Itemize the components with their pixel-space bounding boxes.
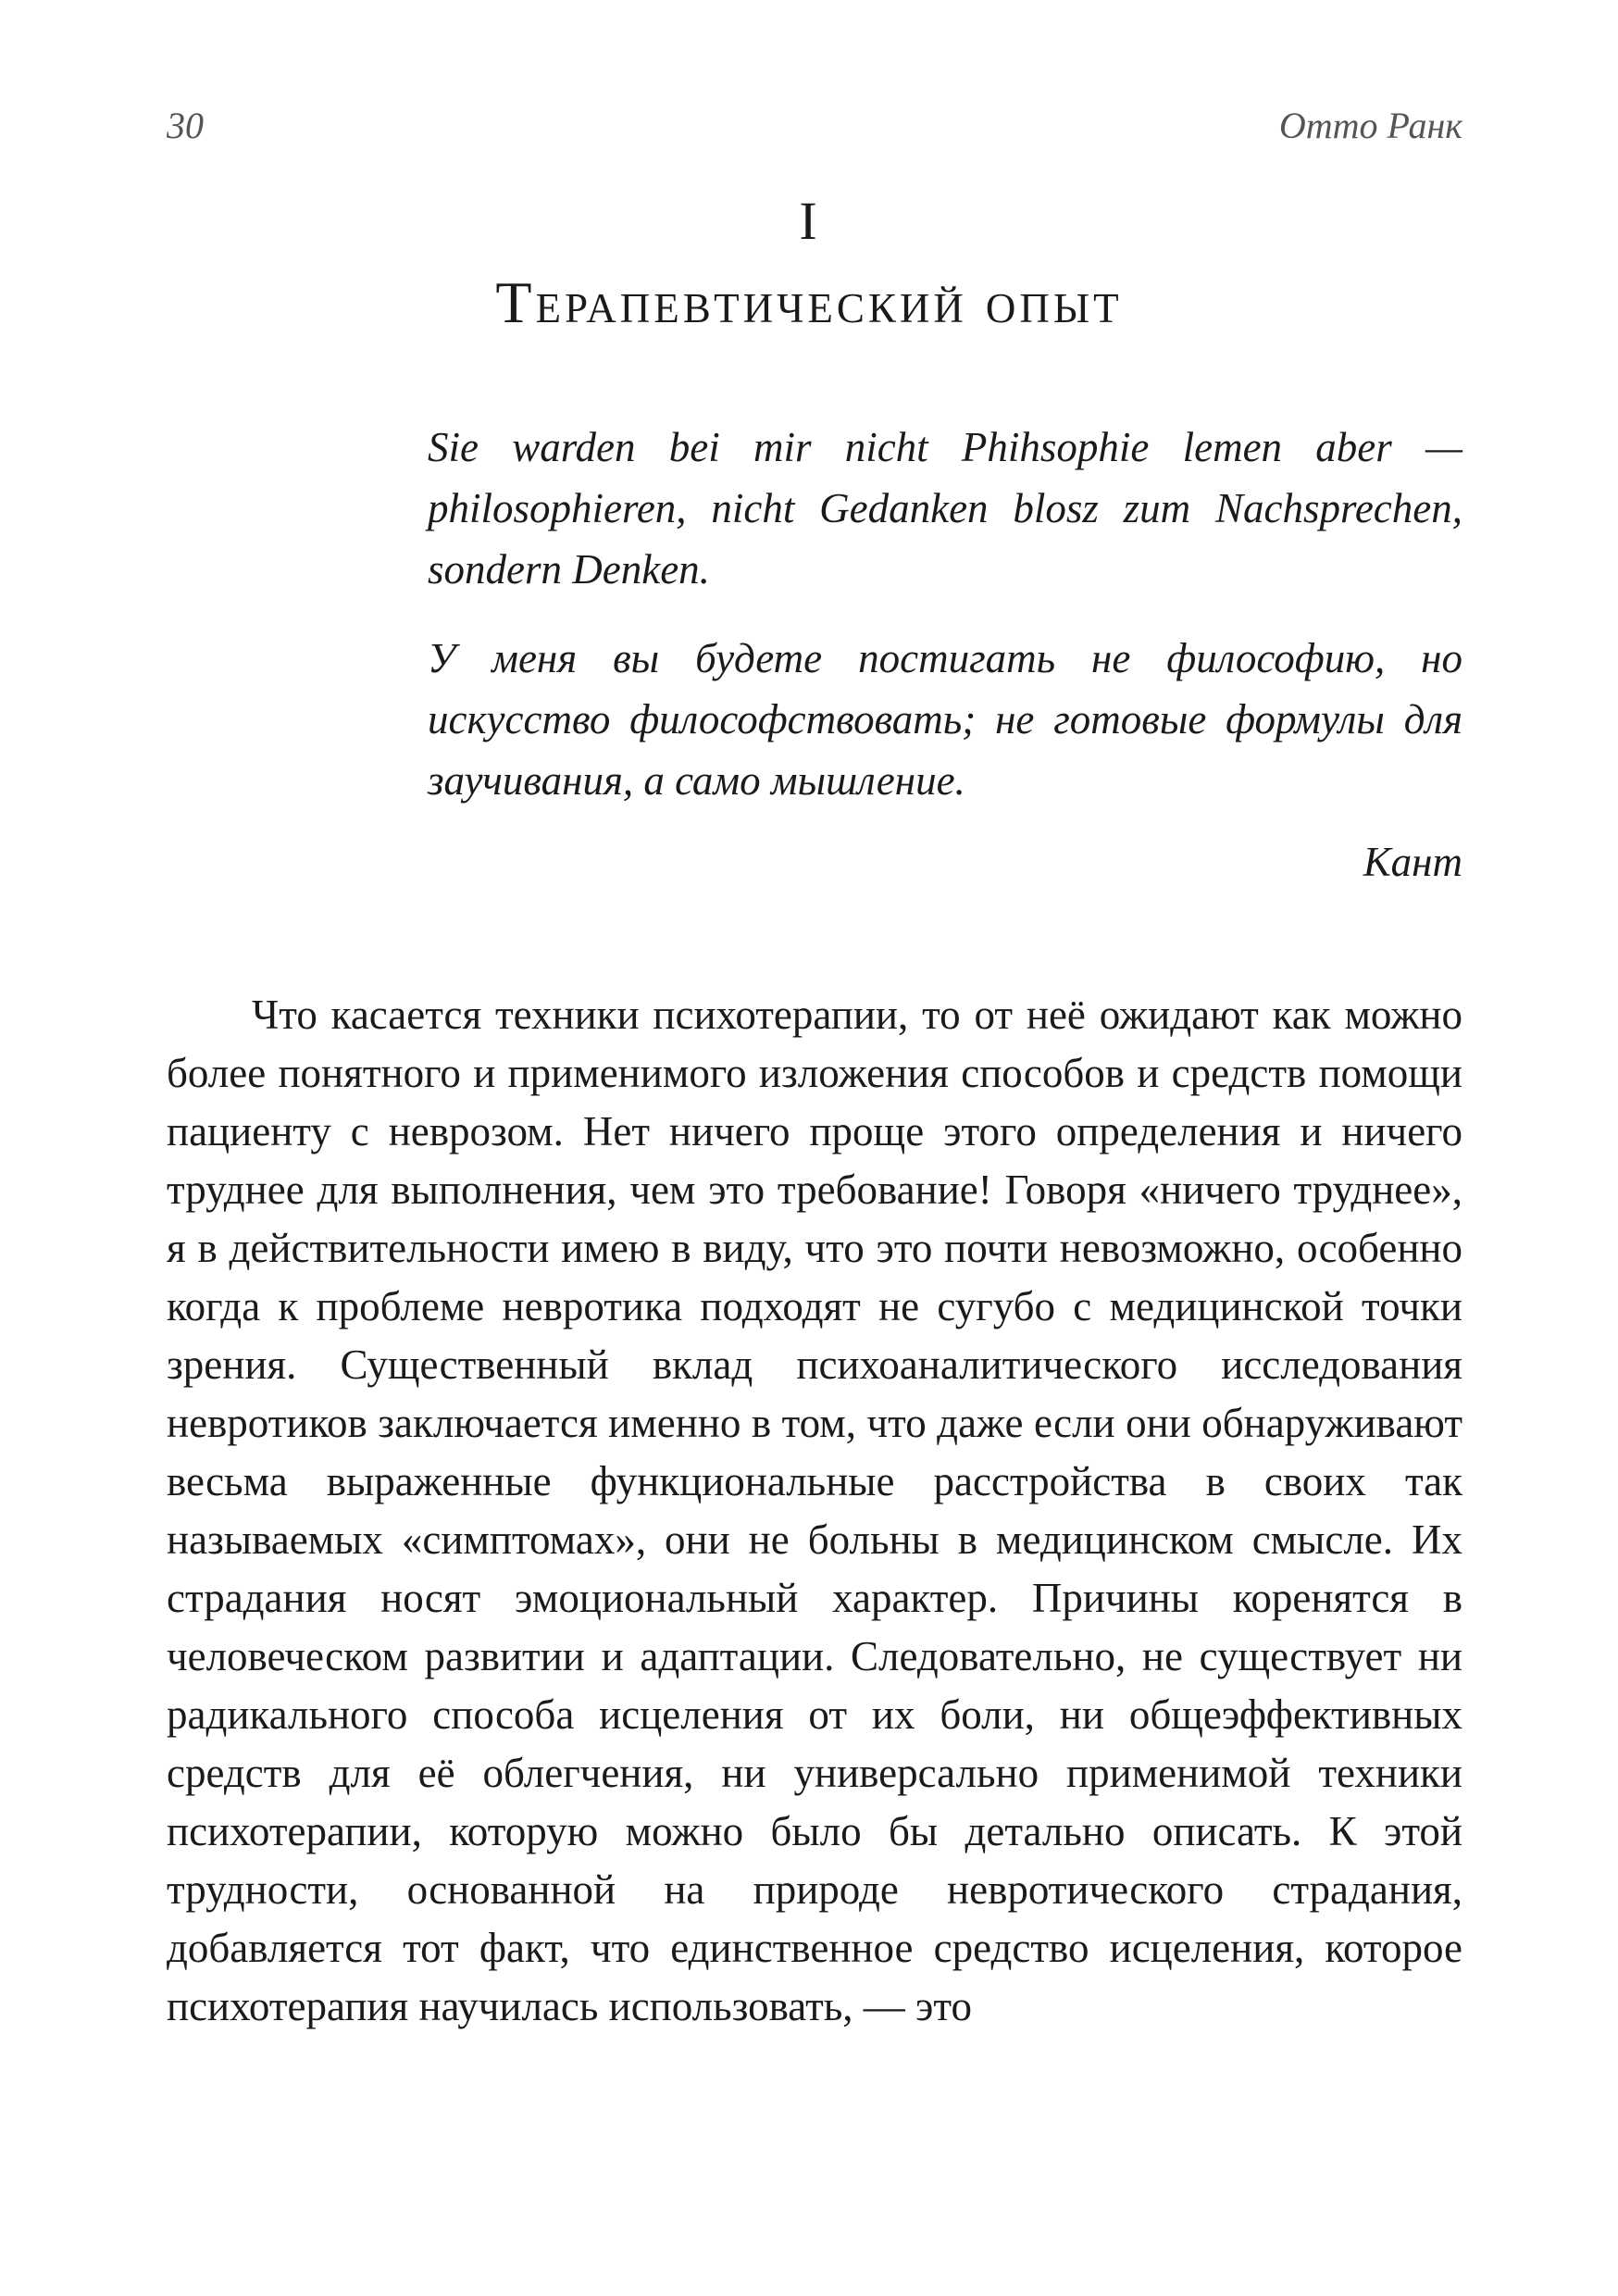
chapter-title: Терапевтический опыт <box>495 269 1123 335</box>
epigraph <box>428 417 1462 885</box>
epigraph-german: Sie warden bei mir nicht Phihsophie lemen aber — philosophieren, nicht Gedanken blosz zum Nachsprechen, sondern Denken. <box>428 424 1462 593</box>
body-paragraph: Что касается техники психотерапии, то от неё ожидают как можно более понятного и применимого изложения способов и средств помощи пациенту с неврозом. Нет ничего проще этого определения и ничего труднее для выполнения, чем это требование! Говоря «ничего труднее», я в действительности имею в виду, что это почти невозможно, особенно когда к проблеме невротика подходят не сугубо с медицинской точки зрения. Существенный вклад психоаналитического исследования невротиков заключается именно в том, что даже если они обнаруживают весьма выраженные функциональные расстройства в своих так называемых «симптомах», они не больны в медицинском смысле. Их страдания носят эмоциональный характер. Причины коренятся в человеческом развитии и адаптации. Следовательно, не существует ни радикального способа исцеления от их боли, ни общеэффективных средств для её облегчения, ни универсально применимой техники психотерапии, которую можно было бы детально описать. К этой трудности, основанной на природе невротического страдания, добавляется тот факт, что единственное средство исцеления, которое психотерапия научилась использовать, — это <box>167 992 1462 2029</box>
epigraph-russian: У меня вы будете постигать не философию, но искусство философствовать; не готовые формулы для заучивания, а само мышление. <box>428 635 1462 804</box>
epigraph-author: Кант <box>1363 839 1462 885</box>
running-head <box>167 104 1462 159</box>
body-text <box>167 986 1462 2036</box>
running-title: Отто Ранк <box>1278 105 1462 146</box>
page-number: 30 <box>167 105 204 146</box>
chapter-number: I <box>799 191 819 251</box>
